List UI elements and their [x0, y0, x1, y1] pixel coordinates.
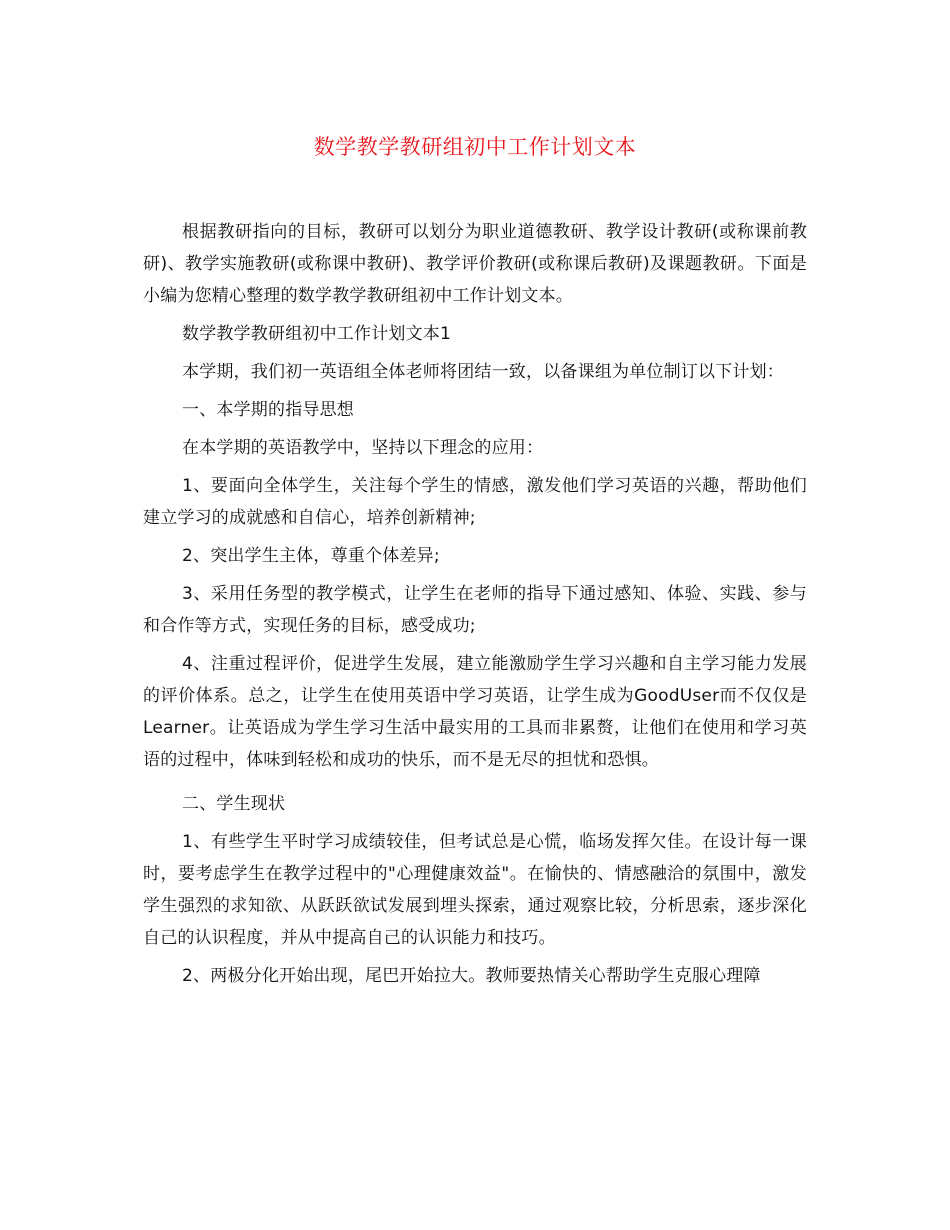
list-item: 3、采用任务型的教学模式，让学生在老师的指导下通过感知、体验、实践、参与和合作等方式，实现任务的目标，感受成功;: [143, 584, 807, 636]
document-body: [143, 216, 807, 998]
intro-paragraph: 根据教研指向的目标，教研可以划分为职业道德教研、教学设计教研(或称课前教研)、教学实施教研(或称课中教研)、教学评价教研(或称课后教研)及课题教研。下面是小编为您精心整理的数学教学教研组初中工作计划文本。: [143, 222, 807, 306]
document-title: 数学教学教研组初中工作计划文本: [313, 135, 637, 159]
section-heading-plan-1: 数学教学教研组初中工作计划文本1: [182, 324, 452, 344]
paragraph: 本学期，我们初一英语组全体老师将团结一致，以备课组为单位制订以下计划：: [182, 362, 784, 382]
section-heading: 二、学生现状: [182, 794, 286, 814]
list-item: 2、两极分化开始出现，尾巴开始拉大。教师要热情关心帮助学生克服心理障: [182, 966, 761, 986]
paragraph: 在本学期的英语教学中，坚持以下理念的应用：: [182, 438, 544, 458]
list-item: 1、要面向全体学生，关注每个学生的情感，激发他们学习英语的兴趣，帮助他们建立学习的成就感和自信心，培养创新精神;: [143, 476, 807, 528]
list-item: 4、注重过程评价，促进学生发展，建立能激励学生学习兴趣和自主学习能力发展的评价体系。总之，让学生在使用英语中学习英语，让学生成为GoodUser而不仅仅是Learner。让英语成为学生学习生活中最实用的工具而非累赘，让他们在使用和学习英语的过程中，体味到轻松和成功的快乐，而不是无尽的担忧和恐惧。: [143, 654, 807, 770]
list-item: 1、有些学生平时学习成绩较佳，但考试总是心慌，临场发挥欠佳。在设计每一课时，要考虑学生在教学过程中的"心理健康效益"。在愉快的、情感融洽的氛围中，激发学生强烈的求知欲、从跃跃欲试发展到埋头探索，通过观察比较，分析思索，逐步深化自己的认识程度，并从中提高自己的认识能力和技巧。: [143, 832, 807, 948]
list-item: 2、突出学生主体，尊重个体差异;: [182, 546, 440, 566]
section-heading: 一、本学期的指导思想: [182, 400, 354, 420]
